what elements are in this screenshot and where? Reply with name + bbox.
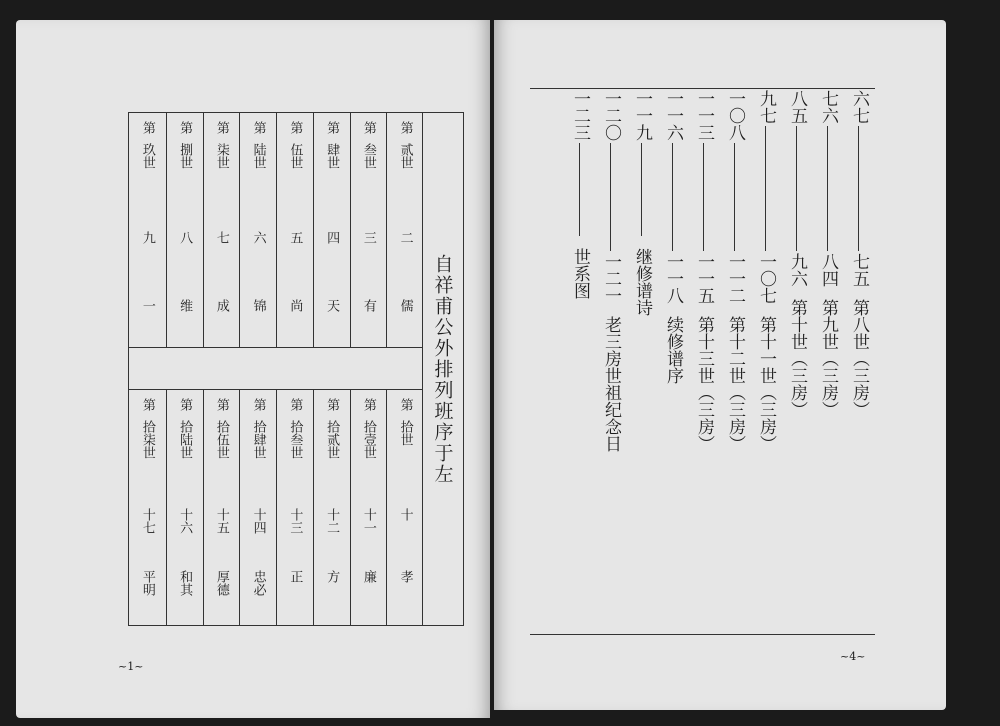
toc-start-page: 六七 xyxy=(849,90,869,124)
generation-name: 伍世 xyxy=(287,143,303,169)
toc-range-dash xyxy=(796,126,797,251)
generation-character: 维 xyxy=(177,299,193,312)
generation-ordinal: 第 xyxy=(139,121,155,134)
generation-ordinal: 第 xyxy=(324,398,340,411)
toc-entry[interactable] xyxy=(571,90,588,299)
generation-name: 贰世 xyxy=(397,143,413,169)
generation-ordinal: 第 xyxy=(250,121,266,134)
generation-number: 十四 xyxy=(250,508,266,534)
toc-title: 第十一世（三房） xyxy=(756,316,776,452)
toc-range-dash xyxy=(858,126,859,251)
generation-ordinal: 第 xyxy=(360,398,376,411)
generation-number: 七 xyxy=(213,231,229,244)
right-page xyxy=(494,20,946,710)
toc-entry[interactable] xyxy=(850,90,867,418)
toc-range-dash xyxy=(641,143,642,236)
toc-end-page: 一〇七 xyxy=(756,253,776,304)
generation-ordinal: 第 xyxy=(213,398,229,411)
toc-end-page: 一一五 xyxy=(694,253,714,304)
toc-start-page: 九七 xyxy=(756,90,776,124)
generation-character: 和其 xyxy=(177,570,193,596)
generation-number: 十二 xyxy=(324,508,340,534)
page-number-left: ~1~ xyxy=(118,660,144,673)
toc-title: 第八世（三房） xyxy=(849,299,869,418)
toc-entry[interactable] xyxy=(757,90,774,452)
generation-number: 五 xyxy=(287,231,303,244)
toc-start-page: 一二三 xyxy=(570,90,590,141)
table-title-column xyxy=(422,113,463,625)
toc-range-dash xyxy=(703,143,704,251)
generation-ordinal: 第 xyxy=(177,398,193,411)
generation-name: 陆世 xyxy=(250,143,266,169)
generation-name: 玖世 xyxy=(139,143,155,169)
table-cell xyxy=(276,390,313,626)
table-cell xyxy=(313,390,350,626)
generation-number: 六 xyxy=(250,231,266,244)
generation-name: 拾肆世 xyxy=(250,420,266,459)
generation-name: 拾柒世 xyxy=(139,420,155,459)
toc-range-dash xyxy=(734,143,735,251)
toc-title: 第十世（三房） xyxy=(787,299,807,418)
table-cell xyxy=(203,113,240,347)
toc-entry[interactable] xyxy=(788,90,805,418)
toc-end-page: 八四 xyxy=(818,253,838,287)
generation-character: 孝 xyxy=(397,570,413,583)
generation-character: 尚 xyxy=(287,299,303,312)
toc-range-dash xyxy=(765,126,766,251)
table-bottom-row xyxy=(129,389,423,626)
generation-number: 十一 xyxy=(360,508,376,534)
table-cell xyxy=(239,113,276,347)
generation-character: 平明 xyxy=(139,570,155,596)
generation-number: 九 xyxy=(139,231,155,244)
table-cell xyxy=(350,390,387,626)
generation-number: 四 xyxy=(324,231,340,244)
toc-entry[interactable] xyxy=(726,90,743,452)
generation-character: 忠必 xyxy=(250,570,266,596)
toc-title: 第十三世（三房） xyxy=(694,316,714,452)
toc-title: 继修谱诗 xyxy=(632,248,652,316)
toc-start-page: 一一六 xyxy=(663,90,683,141)
table-cell xyxy=(386,113,423,347)
generation-ordinal: 第 xyxy=(360,121,376,134)
table-cell xyxy=(386,390,423,626)
generation-number: 三 xyxy=(360,231,376,244)
generation-character: 成 xyxy=(213,299,229,312)
generation-ordinal: 第 xyxy=(213,121,229,134)
table-cell xyxy=(239,390,276,626)
toc-range-dash xyxy=(827,126,828,251)
table-cell xyxy=(313,113,350,347)
generation-name: 捌世 xyxy=(177,143,193,169)
toc-title: 第九世（三房） xyxy=(818,299,838,418)
toc-entry[interactable] xyxy=(633,90,650,316)
generation-table xyxy=(128,112,464,626)
toc-range-dash xyxy=(610,143,611,251)
toc-start-page: 一一九 xyxy=(632,90,652,141)
table-cell xyxy=(166,390,203,626)
table-cell xyxy=(129,113,166,347)
toc-start-page: 一一三 xyxy=(694,90,714,141)
generation-ordinal: 第 xyxy=(324,121,340,134)
table-cell xyxy=(129,390,166,626)
toc-entry[interactable] xyxy=(664,90,681,384)
generation-ordinal: 第 xyxy=(139,398,155,411)
toc-start-page: 一〇八 xyxy=(725,90,745,141)
generation-name: 拾壹世 xyxy=(360,420,376,459)
generation-ordinal: 第 xyxy=(177,121,193,134)
table-top-row xyxy=(129,113,423,348)
generation-character: 厚德 xyxy=(213,570,229,596)
generation-name: 拾陆世 xyxy=(177,420,193,459)
generation-number: 十六 xyxy=(177,508,193,534)
generation-number: 十三 xyxy=(287,508,303,534)
toc-title: 世系图 xyxy=(570,248,590,299)
generation-name: 柒世 xyxy=(213,143,229,169)
toc-end-page: 一一八 xyxy=(663,253,683,304)
bottom-rule xyxy=(530,634,875,635)
toc-title: 续修谱序 xyxy=(663,316,683,384)
generation-character: 廉 xyxy=(360,570,376,583)
toc-start-page: 八五 xyxy=(787,90,807,124)
generation-number: 八 xyxy=(177,231,193,244)
generation-character: 天 xyxy=(324,299,340,312)
generation-name: 叁世 xyxy=(360,143,376,169)
table-cell xyxy=(276,113,313,347)
toc-start-page: 七六 xyxy=(818,90,838,124)
generation-ordinal: 第 xyxy=(397,121,413,134)
generation-ordinal: 第 xyxy=(287,398,303,411)
toc-entry[interactable] xyxy=(819,90,836,418)
generation-name: 拾叁世 xyxy=(287,420,303,459)
generation-number: 十五 xyxy=(213,508,229,534)
table-cell xyxy=(166,113,203,347)
toc-end-page: 一一二 xyxy=(725,253,745,304)
generation-ordinal: 第 xyxy=(250,398,266,411)
toc-title: 第十二世（三房） xyxy=(725,316,745,452)
toc-entry[interactable] xyxy=(602,90,619,452)
generation-name: 肆世 xyxy=(324,143,340,169)
toc-end-page: 七五 xyxy=(849,253,869,287)
generation-ordinal: 第 xyxy=(287,121,303,134)
toc-title: 老三房世祖纪念日 xyxy=(601,316,621,452)
generation-character: 儒 xyxy=(397,299,413,312)
toc-entry[interactable] xyxy=(695,90,712,452)
generation-number: 二 xyxy=(397,231,413,244)
top-rule xyxy=(530,88,875,89)
generation-ordinal: 第 xyxy=(397,398,413,411)
page-number-right: ~4~ xyxy=(840,650,866,663)
table-title: 自祥甫公外排列班序于左 xyxy=(431,253,454,485)
toc-start-page: 一二〇 xyxy=(601,90,621,141)
toc-range-dash xyxy=(672,143,673,251)
generation-name: 拾世 xyxy=(397,420,413,446)
generation-name: 拾伍世 xyxy=(213,420,229,459)
generation-character: 有 xyxy=(360,299,376,312)
generation-character: 一 xyxy=(139,299,155,312)
toc-range-dash xyxy=(579,143,580,236)
generation-name: 拾贰世 xyxy=(324,420,340,459)
generation-character: 锦 xyxy=(250,299,266,312)
toc-end-page: 一二一 xyxy=(601,253,621,304)
generation-number: 十七 xyxy=(139,508,155,534)
generation-character: 方 xyxy=(324,570,340,583)
generation-number: 十 xyxy=(397,508,413,521)
toc-end-page: 九六 xyxy=(787,253,807,287)
generation-character: 正 xyxy=(287,570,303,583)
table-cell xyxy=(203,390,240,626)
table-cell xyxy=(350,113,387,347)
